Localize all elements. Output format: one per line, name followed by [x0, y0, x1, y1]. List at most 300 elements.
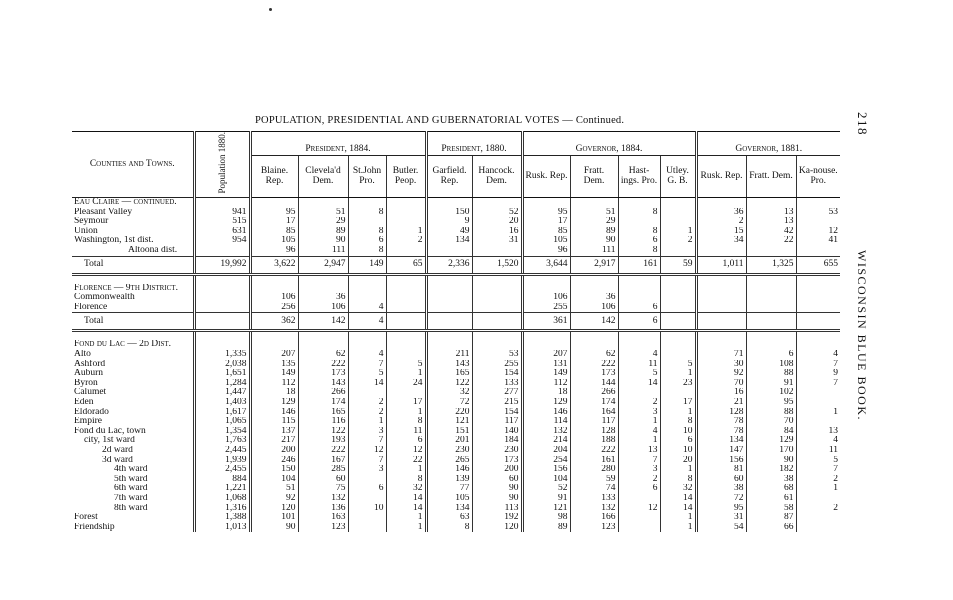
spacer-cell — [386, 274, 426, 284]
vote-cell: 1,325 — [746, 256, 796, 274]
vote-cell: 7 — [796, 379, 840, 389]
vote-cell: 18 — [522, 388, 570, 398]
vote-cell: 2 — [696, 217, 746, 227]
town-name: Pleasant Valley — [74, 207, 133, 217]
column-header: Butler. Peop. — [386, 155, 426, 197]
vote-cell: 182 — [746, 465, 796, 475]
vote-cell: 111 — [570, 246, 618, 256]
vote-cell: 215 — [472, 398, 522, 408]
vote-cell — [386, 313, 426, 331]
vote-cell: 4 — [618, 427, 660, 437]
spacer-row — [72, 331, 840, 341]
vote-cell: 72 — [696, 494, 746, 504]
vote-cell: 10 — [660, 427, 696, 437]
vote-cell: 90 — [472, 484, 522, 494]
vote-cell: 13 — [796, 427, 840, 437]
vote-cell: 5 — [348, 369, 386, 379]
vote-cell: 113 — [472, 504, 522, 514]
vote-cell: 222 — [298, 360, 348, 370]
vote-cell: 36 — [696, 208, 746, 218]
population-cell — [194, 340, 250, 350]
vote-cell: 133 — [472, 379, 522, 389]
table-row — [72, 408, 840, 418]
population-cell: 1,939 — [194, 456, 250, 466]
population-cell: 2,038 — [194, 360, 250, 370]
vote-cell: 51 — [570, 208, 618, 218]
vote-cell: 146 — [250, 408, 298, 418]
table-row — [72, 350, 840, 360]
vote-cell: 122 — [426, 379, 472, 389]
group-header-president-1880: President, 1880. — [426, 132, 522, 156]
spacer-cell — [194, 331, 250, 341]
vote-cell: 173 — [298, 369, 348, 379]
vote-cell — [696, 313, 746, 331]
vote-cell: 6 — [386, 436, 426, 446]
table-row — [72, 456, 840, 466]
running-title: POPULATION, PRESIDENTIAL AND GUBERNATORIAL VOTES — Continued. — [255, 115, 625, 126]
vote-cell: 90 — [250, 523, 298, 533]
vote-cell: 6 — [348, 484, 386, 494]
vote-cell: 30 — [696, 360, 746, 370]
vote-cell: 15 — [696, 227, 746, 237]
vote-cell: 1 — [348, 417, 386, 427]
vote-cell: 13 — [618, 446, 660, 456]
vote-cell — [298, 284, 348, 294]
vote-cell — [386, 217, 426, 227]
vote-cell: 72 — [426, 398, 472, 408]
vote-cell: 150 — [426, 208, 472, 218]
vote-cell: 170 — [746, 446, 796, 456]
town-name: 8th ward — [114, 503, 148, 513]
vote-cell: 174 — [298, 398, 348, 408]
vote-cell: 78 — [696, 417, 746, 427]
vote-cell: 12 — [348, 446, 386, 456]
vote-cell: 115 — [250, 417, 298, 427]
vote-cell: 106 — [250, 293, 298, 303]
vote-cell: 1 — [386, 523, 426, 533]
vote-cell — [696, 293, 746, 303]
vote-cell: 173 — [570, 369, 618, 379]
table-row — [72, 303, 840, 313]
vote-cell — [386, 350, 426, 360]
vote-cell: 154 — [472, 408, 522, 418]
vote-cell — [796, 198, 840, 208]
vote-cell: 14 — [660, 494, 696, 504]
vote-cell: 116 — [298, 417, 348, 427]
vote-cell: 222 — [298, 446, 348, 456]
town-name: 4th ward — [114, 465, 148, 475]
section-row — [72, 340, 840, 350]
vote-cell: 1 — [386, 369, 426, 379]
spacer-cell — [426, 331, 472, 341]
town-name: Auburn — [74, 369, 104, 379]
town-name: Calumet — [74, 388, 107, 398]
vote-cell: 91 — [522, 494, 570, 504]
vote-cell: 254 — [522, 456, 570, 466]
vote-cell: 53 — [796, 208, 840, 218]
group-header-governor-1884: Governor, 1884. — [522, 132, 696, 156]
population-cell: 2,445 — [194, 446, 250, 456]
vote-cell: 70 — [696, 379, 746, 389]
vote-cell — [250, 340, 298, 350]
vote-cell: 12 — [796, 227, 840, 237]
vote-cell: 60 — [472, 475, 522, 485]
vote-cell: 108 — [746, 360, 796, 370]
vote-cell — [746, 246, 796, 256]
vote-cell: 9 — [796, 369, 840, 379]
vote-cell — [426, 303, 472, 313]
population-cell: 1,316 — [194, 504, 250, 514]
vote-cell — [348, 284, 386, 294]
population-cell — [194, 303, 250, 313]
vote-cell: 280 — [570, 465, 618, 475]
vote-cell: 74 — [570, 484, 618, 494]
vote-cell — [660, 208, 696, 218]
vote-cell: 144 — [570, 379, 618, 389]
vote-cell: 129 — [250, 398, 298, 408]
table-row — [72, 293, 840, 303]
table-row — [72, 475, 840, 485]
town-name: Forest — [74, 513, 98, 523]
section-row — [72, 198, 840, 208]
vote-cell: 8 — [348, 208, 386, 218]
column-header: St.John Pro. — [348, 155, 386, 197]
vote-cell: 146 — [426, 465, 472, 475]
group-header-president-1884: President, 1884. — [250, 132, 426, 156]
vote-cell — [298, 340, 348, 350]
vote-cell: 60 — [298, 475, 348, 485]
vote-cell: 12 — [618, 504, 660, 514]
vote-cell: 6 — [660, 436, 696, 446]
vote-cell: 128 — [696, 408, 746, 418]
vote-cell: 29 — [298, 217, 348, 227]
vote-cell: 3 — [348, 465, 386, 475]
vote-cell: 132 — [570, 504, 618, 514]
vote-cell: 59 — [570, 475, 618, 485]
spacer-cell — [570, 274, 618, 284]
vote-cell: 117 — [472, 417, 522, 427]
town-name: 2d ward — [102, 445, 133, 455]
vote-cell: 193 — [298, 436, 348, 446]
vote-cell: 120 — [472, 523, 522, 533]
vote-cell: 7 — [796, 360, 840, 370]
spacer-cell — [746, 274, 796, 284]
vote-cell — [386, 293, 426, 303]
town-name: 3d ward — [102, 455, 133, 465]
population-cell: 2,455 — [194, 465, 250, 475]
table-row — [72, 465, 840, 475]
spacer-cell — [386, 331, 426, 341]
vote-cell: 161 — [618, 256, 660, 274]
vote-cell: 32 — [386, 484, 426, 494]
population-cell — [194, 198, 250, 208]
vote-cell — [618, 293, 660, 303]
vote-cell — [660, 350, 696, 360]
population-cell: 19,992 — [194, 256, 250, 274]
vote-cell: 266 — [570, 388, 618, 398]
vote-cell — [660, 388, 696, 398]
population-cell: 954 — [194, 236, 250, 246]
vote-cell — [472, 340, 522, 350]
vote-cell — [386, 340, 426, 350]
vote-cell — [386, 198, 426, 208]
vote-cell: 174 — [570, 398, 618, 408]
vote-cell — [348, 513, 386, 523]
vote-cell: 1,520 — [472, 256, 522, 274]
vote-cell: 132 — [298, 494, 348, 504]
town-name: Seymour — [74, 217, 109, 227]
town-name: Fond du Lac — 2d Dist. — [74, 340, 172, 350]
vote-cell: 14 — [386, 504, 426, 514]
table-row — [72, 236, 840, 246]
vote-cell: 106 — [298, 303, 348, 313]
vote-cell: 62 — [570, 350, 618, 360]
vote-cell: 7 — [348, 436, 386, 446]
vote-cell: 1 — [660, 465, 696, 475]
town-name: 6th ward — [114, 484, 148, 494]
vote-cell: 6 — [618, 236, 660, 246]
vote-cell: 54 — [696, 523, 746, 533]
vote-cell — [796, 523, 840, 533]
vote-cell: 23 — [660, 379, 696, 389]
vote-cell: 123 — [298, 523, 348, 533]
spacer-cell — [660, 331, 696, 341]
table-row — [72, 504, 840, 514]
table-row — [72, 208, 840, 218]
vote-cell: 277 — [472, 388, 522, 398]
vote-cell — [746, 198, 796, 208]
vote-cell: 135 — [250, 360, 298, 370]
population-cell: 1,068 — [194, 494, 250, 504]
vote-cell: 285 — [298, 465, 348, 475]
vote-cell — [618, 340, 660, 350]
vote-cell: 139 — [426, 475, 472, 485]
vote-cell — [746, 340, 796, 350]
vote-cell: 84 — [746, 427, 796, 437]
column-header: Rusk. Rep. — [696, 155, 746, 197]
vote-cell — [250, 284, 298, 294]
vote-cell: 121 — [426, 417, 472, 427]
vote-cell: 142 — [298, 313, 348, 331]
votes-table — [72, 131, 840, 532]
population-cell: 884 — [194, 475, 250, 485]
vote-cell: 129 — [522, 398, 570, 408]
column-header: Rusk. Rep. — [522, 155, 570, 197]
population-cell: 1,651 — [194, 369, 250, 379]
vote-cell: 14 — [660, 504, 696, 514]
spacer-cell — [298, 331, 348, 341]
population-cell: 1,354 — [194, 427, 250, 437]
vote-cell: 134 — [426, 504, 472, 514]
vote-cell: 214 — [522, 436, 570, 446]
vote-cell: 2 — [618, 475, 660, 485]
vote-cell: 1 — [660, 523, 696, 533]
vote-cell: 1 — [618, 436, 660, 446]
vote-cell — [746, 293, 796, 303]
vote-cell: 2 — [796, 475, 840, 485]
vote-cell: 90 — [746, 456, 796, 466]
town-name: Florence — 9th District. — [74, 283, 178, 293]
vote-cell: 10 — [660, 446, 696, 456]
spacer-cell — [72, 274, 194, 284]
vote-cell: 184 — [472, 436, 522, 446]
population-cell — [194, 313, 250, 331]
vote-cell: 361 — [522, 313, 570, 331]
spacer-cell — [570, 331, 618, 341]
vote-cell: 136 — [298, 504, 348, 514]
town-name: Commonwealth — [74, 293, 135, 303]
spacer-cell — [746, 331, 796, 341]
spacer-cell — [660, 274, 696, 284]
table-row — [72, 227, 840, 237]
vote-cell: 32 — [426, 388, 472, 398]
vote-cell — [796, 513, 840, 523]
vote-cell: 104 — [250, 475, 298, 485]
spacer-cell — [426, 274, 472, 284]
table-row — [72, 369, 840, 379]
vote-cell — [796, 303, 840, 313]
vote-cell: 112 — [522, 379, 570, 389]
vote-cell: 11 — [796, 446, 840, 456]
vote-cell: 18 — [250, 388, 298, 398]
vote-cell: 128 — [570, 427, 618, 437]
vote-cell: 38 — [746, 475, 796, 485]
table-row — [72, 513, 840, 523]
vote-cell: 265 — [426, 456, 472, 466]
vote-cell: 20 — [660, 456, 696, 466]
vote-cell — [618, 198, 660, 208]
vote-cell: 13 — [746, 208, 796, 218]
population-cell — [194, 284, 250, 294]
vote-cell: 81 — [696, 465, 746, 475]
vote-cell: 11 — [386, 427, 426, 437]
town-name: Washington, 1st dist. — [74, 236, 154, 246]
vote-cell: 95 — [746, 398, 796, 408]
vote-cell: 140 — [472, 427, 522, 437]
spacer-cell — [696, 331, 746, 341]
vote-cell: 5 — [660, 360, 696, 370]
vote-cell: 192 — [472, 513, 522, 523]
group-header-governor-1881: Governor, 1881. — [696, 132, 840, 156]
vote-cell: 255 — [472, 360, 522, 370]
vote-cell — [746, 313, 796, 331]
vote-cell: 17 — [522, 217, 570, 227]
vote-cell: 22 — [746, 236, 796, 246]
population-cell: 515 — [194, 217, 250, 227]
vote-cell: 167 — [298, 456, 348, 466]
vote-cell — [796, 284, 840, 294]
town-name: Byron — [74, 378, 98, 388]
vote-cell — [796, 388, 840, 398]
vote-cell: 134 — [696, 436, 746, 446]
town-name: Total — [72, 256, 194, 274]
vote-cell: 42 — [746, 227, 796, 237]
vote-cell: 3,644 — [522, 256, 570, 274]
spacer-cell — [618, 331, 660, 341]
vote-cell: 246 — [250, 456, 298, 466]
vote-cell: 188 — [570, 436, 618, 446]
vote-cell: 91 — [746, 379, 796, 389]
vote-cell: 149 — [522, 369, 570, 379]
vote-cell — [660, 340, 696, 350]
vote-cell: 89 — [298, 227, 348, 237]
vote-cell: 114 — [522, 417, 570, 427]
vote-cell: 5 — [796, 456, 840, 466]
vote-cell: 200 — [472, 465, 522, 475]
vote-cell: 7 — [348, 456, 386, 466]
vote-cell — [796, 398, 840, 408]
vote-cell — [298, 198, 348, 208]
vote-cell — [472, 284, 522, 294]
table-row — [72, 417, 840, 427]
vote-cell — [796, 417, 840, 427]
vote-cell: 87 — [746, 513, 796, 523]
vote-cell: 211 — [426, 350, 472, 360]
vote-cell: 201 — [426, 436, 472, 446]
vote-cell: 85 — [522, 227, 570, 237]
vote-cell: 1,011 — [696, 256, 746, 274]
spacer-cell — [472, 331, 522, 341]
vote-cell — [796, 246, 840, 256]
town-name: Ashford — [74, 359, 106, 369]
spacer-cell — [250, 274, 298, 284]
vote-cell — [660, 217, 696, 227]
vote-cell — [472, 246, 522, 256]
vote-cell: 36 — [298, 293, 348, 303]
vote-cell — [522, 340, 570, 350]
vote-cell — [618, 217, 660, 227]
vote-cell: 655 — [796, 256, 840, 274]
town-name: Total — [72, 313, 194, 331]
table-row — [72, 446, 840, 456]
vote-cell: 207 — [250, 350, 298, 360]
vote-cell: 5 — [618, 369, 660, 379]
vote-cell: 52 — [472, 208, 522, 218]
vote-cell: 156 — [522, 465, 570, 475]
vote-cell: 68 — [746, 484, 796, 494]
vote-cell — [426, 246, 472, 256]
town-name: Alto — [74, 350, 91, 360]
vote-cell — [522, 198, 570, 208]
vote-cell — [386, 388, 426, 398]
vote-cell — [426, 198, 472, 208]
vote-cell: 41 — [796, 236, 840, 246]
vote-cell: 121 — [522, 504, 570, 514]
vote-cell — [348, 198, 386, 208]
vote-cell: 14 — [348, 379, 386, 389]
population-cell: 1,335 — [194, 350, 250, 360]
vote-cell — [618, 494, 660, 504]
column-header: Hast-ings. Pro. — [618, 155, 660, 197]
vote-cell: 105 — [250, 236, 298, 246]
vote-cell: 143 — [298, 379, 348, 389]
population-cell: 1,284 — [194, 379, 250, 389]
spacer-cell — [796, 331, 840, 341]
population-cell: 1,388 — [194, 513, 250, 523]
vote-cell: 14 — [618, 379, 660, 389]
vote-cell: 31 — [472, 236, 522, 246]
vote-cell: 70 — [746, 417, 796, 427]
vote-cell: 7 — [618, 456, 660, 466]
town-name: Florence — [74, 302, 108, 312]
vote-cell: 13 — [746, 217, 796, 227]
vote-cell: 90 — [472, 494, 522, 504]
vote-cell: 88 — [746, 408, 796, 418]
vote-cell: 102 — [746, 388, 796, 398]
population-cell — [194, 246, 250, 256]
vote-cell: 2,947 — [298, 256, 348, 274]
vote-cell: 6 — [618, 484, 660, 494]
